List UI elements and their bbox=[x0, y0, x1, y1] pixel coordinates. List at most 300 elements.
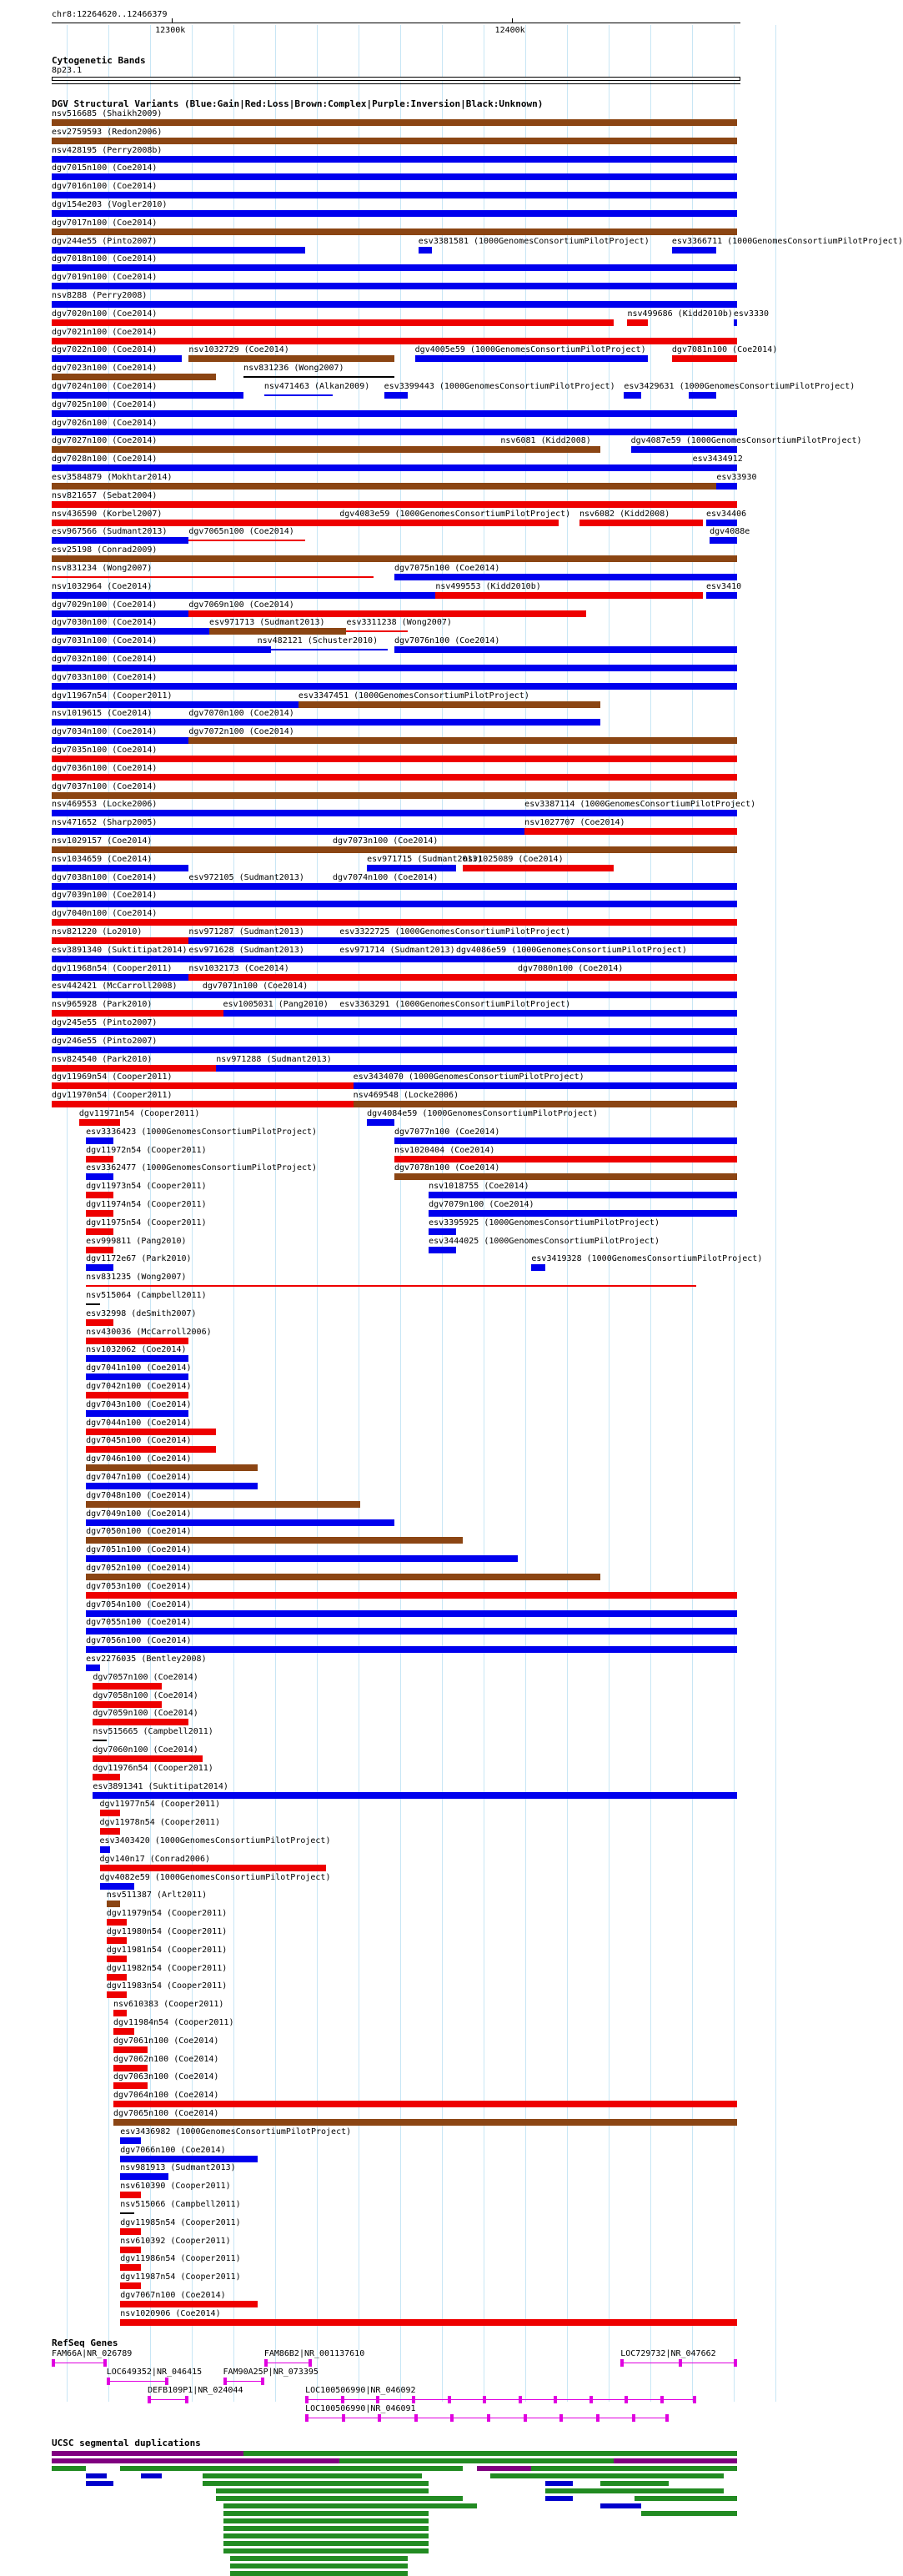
dgv-variant-label: nsv610392 (Cooper2011) bbox=[120, 2236, 231, 2246]
segdup-feature[interactable] bbox=[600, 2481, 669, 2486]
dgv-variant-label: esv3436982 (1000GenomesConsortiumPilotProject) bbox=[120, 2127, 352, 2137]
dgv-variant-bar[interactable] bbox=[86, 1392, 188, 1398]
dgv-variant-label: dgv4083e59 (1000GenomesConsortiumPilotProject) bbox=[339, 509, 571, 519]
dgv-variant-bar[interactable] bbox=[631, 446, 737, 453]
refseq-exon[interactable] bbox=[414, 2414, 418, 2422]
dgv-variant-bar[interactable] bbox=[463, 865, 614, 871]
dgv-variant-bar[interactable] bbox=[120, 2264, 141, 2271]
dgv-variant-bar[interactable] bbox=[120, 2192, 141, 2198]
dgv-variant-label: dgv7081n100 (Coe2014) bbox=[671, 345, 778, 355]
segdup-feature[interactable] bbox=[600, 2503, 641, 2508]
dgv-variant-bar[interactable] bbox=[579, 520, 703, 526]
refseq-exon[interactable] bbox=[309, 2359, 312, 2367]
refseq-exon[interactable] bbox=[261, 2378, 264, 2385]
dgv-variant-bar[interactable] bbox=[188, 937, 339, 944]
refseq-exon[interactable] bbox=[734, 2359, 737, 2367]
dgv-variant-bar[interactable] bbox=[672, 247, 716, 254]
dgv-variant-bar[interactable] bbox=[107, 1974, 128, 1981]
dgv-variant-bar[interactable] bbox=[93, 1719, 188, 1725]
dgv-variant-label: dgv11979n54 (Cooper2011) bbox=[106, 1909, 228, 1919]
refseq-exon[interactable] bbox=[519, 2396, 522, 2403]
dgv-variant-bar[interactable] bbox=[384, 392, 409, 399]
dgv-variant-bar[interactable] bbox=[243, 376, 394, 378]
dgv-variant-bar[interactable] bbox=[52, 156, 737, 163]
refseq-exon[interactable] bbox=[620, 2359, 624, 2367]
refseq-exon[interactable] bbox=[185, 2396, 188, 2403]
dgv-variant-bar[interactable] bbox=[52, 319, 614, 326]
dgv-variant-label: dgv7019n100 (Coe2014) bbox=[52, 273, 158, 283]
dgv-variant-bar[interactable] bbox=[52, 247, 305, 254]
dgv-variant-bar[interactable] bbox=[531, 1264, 544, 1271]
dgv-variant-bar[interactable] bbox=[52, 992, 203, 998]
refseq-exon[interactable] bbox=[305, 2414, 309, 2422]
dgv-variant-bar[interactable] bbox=[120, 2228, 141, 2235]
dgv-variant-bar[interactable] bbox=[500, 446, 599, 453]
dgv-variant-bar[interactable] bbox=[52, 828, 524, 835]
dgv-variant-bar[interactable] bbox=[188, 355, 394, 362]
dgv-variant-bar[interactable] bbox=[100, 1828, 121, 1835]
dgv-variant-label: dgv7031n100 (Coe2014) bbox=[52, 636, 158, 646]
dgv-variant-label: dgv7024n100 (Coe2014) bbox=[52, 382, 158, 391]
dgv-variant-bar[interactable] bbox=[52, 1047, 737, 1053]
dgv-variant-bar[interactable] bbox=[107, 1991, 128, 1998]
dgv-variant-bar[interactable] bbox=[86, 1303, 99, 1305]
dgv-variant-bar[interactable] bbox=[86, 1210, 113, 1217]
refseq-exon[interactable] bbox=[660, 2396, 664, 2403]
refseq-exon[interactable] bbox=[625, 2396, 628, 2403]
dgv-variant-bar[interactable] bbox=[52, 264, 737, 271]
dgv-variant-bar[interactable] bbox=[456, 956, 737, 962]
dgv-variant-bar[interactable] bbox=[79, 1119, 120, 1126]
refseq-exon[interactable] bbox=[342, 2414, 345, 2422]
dgv-variant-bar[interactable] bbox=[86, 1373, 188, 1380]
dgv-variant-bar[interactable] bbox=[52, 228, 737, 235]
dgv-variant-bar[interactable] bbox=[86, 1410, 188, 1417]
dgv-variant-bar[interactable] bbox=[86, 1537, 463, 1544]
dgv-variant-bar[interactable] bbox=[339, 520, 559, 526]
dgv-variant-bar[interactable] bbox=[86, 1137, 113, 1144]
dgv-variant-bar[interactable] bbox=[86, 1628, 737, 1634]
dgv-variant-bar[interactable] bbox=[209, 628, 346, 635]
dgv-variant-bar[interactable] bbox=[52, 410, 737, 417]
dgv-variant-bar[interactable] bbox=[264, 394, 333, 396]
segdup-feature[interactable] bbox=[120, 2466, 463, 2471]
dgv-variant-bar[interactable] bbox=[394, 1137, 737, 1144]
refseq-gene-label: FAM66A|NR_026789 bbox=[52, 2348, 133, 2358]
dgv-variant-label: dgv246e55 (Pinto2007) bbox=[52, 1036, 158, 1046]
dgv-variant-bar[interactable] bbox=[624, 392, 641, 399]
dgv-variant-bar[interactable] bbox=[734, 319, 737, 326]
segdup-feature[interactable] bbox=[223, 2503, 477, 2508]
dgv-variant-bar[interactable] bbox=[367, 1119, 394, 1126]
segdup-feature[interactable] bbox=[641, 2511, 737, 2516]
dgv-variant-bar[interactable] bbox=[52, 173, 737, 180]
dgv-variant-bar[interactable] bbox=[52, 192, 737, 198]
dgv-variant-bar[interactable] bbox=[86, 1228, 113, 1235]
dgv-variant-bar[interactable] bbox=[52, 937, 188, 944]
dgv-variant-bar[interactable] bbox=[52, 792, 737, 799]
dgv-variant-bar[interactable] bbox=[188, 956, 339, 962]
dgv-variant-bar[interactable] bbox=[52, 429, 737, 435]
dgv-variant-bar[interactable] bbox=[86, 1355, 188, 1362]
dgv-variant-bar[interactable] bbox=[93, 1701, 161, 1708]
dgv-variant-bar[interactable] bbox=[113, 2101, 737, 2107]
dgv-variant-bar[interactable] bbox=[86, 1247, 113, 1253]
segdup-feature[interactable] bbox=[203, 2473, 422, 2478]
dgv-variant-label: dgv7049n100 (Coe2014) bbox=[86, 1509, 192, 1519]
dgv-variant-bar[interactable] bbox=[52, 701, 298, 708]
dgv-variant-bar[interactable] bbox=[367, 865, 456, 871]
dgv-variant-bar[interactable] bbox=[52, 610, 188, 617]
dgv-variant-bar[interactable] bbox=[52, 628, 209, 635]
dgv-variant-bar[interactable] bbox=[86, 1338, 188, 1344]
dgv-variant-bar[interactable] bbox=[52, 138, 737, 144]
dgv-variant-bar[interactable] bbox=[86, 1464, 258, 1471]
dgv-variant-bar[interactable] bbox=[394, 646, 737, 653]
segdup-feature[interactable] bbox=[531, 2466, 737, 2471]
refseq-exon[interactable] bbox=[412, 2396, 415, 2403]
dgv-variant-label: dgv7066n100 (Coe2014) bbox=[120, 2145, 226, 2155]
refseq-exon[interactable] bbox=[524, 2414, 527, 2422]
dgv-variant-bar[interactable] bbox=[52, 956, 188, 962]
dgv-variant-bar[interactable] bbox=[120, 2282, 141, 2289]
refseq-exon[interactable] bbox=[483, 2396, 486, 2403]
dgv-variant-bar[interactable] bbox=[93, 1683, 161, 1690]
dgv-variant-bar[interactable] bbox=[52, 576, 374, 578]
dgv-variant-bar[interactable] bbox=[86, 1646, 737, 1653]
segdup-feature[interactable] bbox=[230, 2556, 409, 2561]
refseq-exon[interactable] bbox=[554, 2396, 557, 2403]
dgv-variant-bar[interactable] bbox=[86, 1665, 99, 1671]
dgv-variant-label: dgv4087e59 (1000GenomesConsortiumPilotProject) bbox=[630, 436, 862, 446]
dgv-variant-bar[interactable] bbox=[52, 592, 435, 599]
segdup-feature[interactable] bbox=[408, 2451, 737, 2456]
segdup-feature[interactable] bbox=[141, 2473, 162, 2478]
refseq-exon[interactable] bbox=[148, 2396, 151, 2403]
dgv-variant-bar[interactable] bbox=[86, 1319, 113, 1326]
dgv-variant-bar[interactable] bbox=[93, 1792, 737, 1799]
dgv-variant-bar[interactable] bbox=[86, 1156, 113, 1162]
dgv-variant-bar[interactable] bbox=[52, 1101, 354, 1107]
dgv-variant-bar[interactable] bbox=[86, 1519, 394, 1526]
refseq-exon[interactable] bbox=[693, 2396, 696, 2403]
dgv-variant-bar[interactable] bbox=[52, 1065, 216, 1072]
cytoband-label: 8p23.1 bbox=[52, 66, 83, 75]
dgv-variant-label: esv34406 bbox=[706, 509, 747, 519]
dgv-variant-bar[interactable] bbox=[710, 537, 737, 544]
refseq-exon[interactable] bbox=[665, 2414, 669, 2422]
refseq-exon[interactable] bbox=[223, 2378, 227, 2385]
dgv-variant-label: dgv7077n100 (Coe2014) bbox=[394, 1127, 500, 1137]
dgv-variant-bar[interactable] bbox=[113, 2082, 148, 2089]
dgv-variant-bar[interactable] bbox=[52, 719, 188, 726]
dgv-variant-bar[interactable] bbox=[354, 1082, 737, 1089]
segdup-feature[interactable] bbox=[490, 2473, 723, 2478]
dgv-variant-bar[interactable] bbox=[120, 2137, 141, 2144]
dgv-variant-bar[interactable] bbox=[120, 2156, 257, 2162]
dgv-variant-bar[interactable] bbox=[524, 828, 737, 835]
dgv-variant-bar[interactable] bbox=[120, 2301, 257, 2307]
segdup-feature[interactable] bbox=[223, 2548, 429, 2553]
dgv-variant-bar[interactable] bbox=[52, 810, 524, 816]
refseq-exon[interactable] bbox=[165, 2378, 168, 2385]
dgv-variant-bar[interactable] bbox=[86, 1446, 216, 1453]
dgv-variant-bar[interactable] bbox=[113, 2119, 737, 2126]
dgv-variant-bar[interactable] bbox=[120, 2247, 141, 2253]
dgv-variant-bar[interactable] bbox=[52, 756, 737, 762]
dgv-variant-bar[interactable] bbox=[188, 610, 586, 617]
dgv-variant-bar[interactable] bbox=[52, 737, 188, 744]
dgv-variant-bar[interactable] bbox=[86, 1555, 518, 1562]
segdup-feature[interactable] bbox=[216, 2496, 463, 2501]
dgv-variant-bar[interactable] bbox=[100, 1883, 134, 1890]
refseq-exon[interactable] bbox=[341, 2396, 344, 2403]
dgv-variant-label: esv3322725 (1000GenomesConsortiumPilotProject) bbox=[339, 927, 571, 936]
dgv-variant-bar[interactable] bbox=[52, 665, 737, 671]
dgv-variant-label: dgv7042n100 (Coe2014) bbox=[86, 1382, 192, 1391]
segdup-feature[interactable] bbox=[52, 2466, 86, 2471]
dgv-variant-bar[interactable] bbox=[52, 919, 737, 926]
dgv-variant-bar[interactable] bbox=[346, 630, 408, 632]
dgv-variant-bar[interactable] bbox=[52, 865, 188, 871]
dgv-variant-label: dgv7065n100 (Coe2014) bbox=[113, 2109, 219, 2118]
dgv-variant-label: dgv7069n100 (Coe2014) bbox=[188, 600, 294, 610]
dgv-variant-bar[interactable] bbox=[100, 1810, 121, 1816]
dgv-variant-label: dgv7029n100 (Coe2014) bbox=[52, 600, 158, 610]
dgv-variant-bar[interactable] bbox=[52, 1010, 223, 1017]
dgv-variant-bar[interactable] bbox=[394, 1173, 737, 1180]
dgv-variant-bar[interactable] bbox=[435, 592, 703, 599]
dgv-variant-bar[interactable] bbox=[93, 1755, 203, 1762]
dgv-variant-bar[interactable] bbox=[100, 1846, 110, 1853]
dgv-variant-label: esv33930 bbox=[716, 473, 757, 482]
refseq-exon[interactable] bbox=[52, 2359, 55, 2367]
refseq-gene-line[interactable] bbox=[223, 2381, 264, 2382]
segdup-feature[interactable] bbox=[223, 2518, 429, 2523]
dgv-variant-bar[interactable] bbox=[298, 701, 600, 708]
segdup-feature[interactable] bbox=[243, 2451, 408, 2456]
dgv-variant-bar[interactable] bbox=[100, 1865, 326, 1871]
dgv-variant-bar[interactable] bbox=[706, 520, 737, 526]
segdup-feature[interactable] bbox=[614, 2458, 737, 2463]
dgv-variant-bar[interactable] bbox=[86, 1592, 737, 1599]
dgv-variant-bar[interactable] bbox=[716, 483, 737, 490]
segdup-feature[interactable] bbox=[223, 2541, 429, 2546]
dgv-variant-bar[interactable] bbox=[52, 520, 339, 526]
dgv-variant-bar[interactable] bbox=[86, 1501, 360, 1508]
dgv-variant-bar[interactable] bbox=[693, 464, 737, 471]
segdup-feature[interactable] bbox=[230, 2563, 409, 2568]
refseq-exon[interactable] bbox=[376, 2396, 379, 2403]
dgv-variant-label: dgv7075n100 (Coe2014) bbox=[394, 564, 500, 573]
dgv-variant-bar[interactable] bbox=[52, 901, 737, 907]
segdup-feature[interactable] bbox=[52, 2458, 120, 2463]
dgv-variant-label: dgv11968n54 (Cooper2011) bbox=[52, 963, 173, 973]
dgv-variant-label: nsv831234 (Wong2007) bbox=[52, 564, 153, 573]
dgv-variant-bar[interactable] bbox=[52, 683, 737, 690]
dgv-variant-bar[interactable] bbox=[52, 1082, 354, 1089]
dgv-variant-bar[interactable] bbox=[107, 1919, 128, 1926]
dgv-variant-bar[interactable] bbox=[113, 2065, 148, 2071]
refseq-exon[interactable] bbox=[632, 2414, 635, 2422]
segdup-feature[interactable] bbox=[230, 2571, 409, 2576]
dgv-variant-bar[interactable] bbox=[107, 1956, 128, 1962]
dgv-variant-bar[interactable] bbox=[339, 1010, 737, 1017]
segdup-feature[interactable] bbox=[223, 2511, 429, 2516]
refseq-exon[interactable] bbox=[450, 2414, 454, 2422]
dgv-variant-label: dgv4086e59 (1000GenomesConsortiumPilotProject) bbox=[455, 945, 687, 955]
segdup-feature[interactable] bbox=[86, 2481, 113, 2486]
dgv-variant-bar[interactable] bbox=[120, 2173, 168, 2180]
segdup-feature[interactable] bbox=[216, 2488, 429, 2493]
dgv-variant-bar[interactable] bbox=[120, 2319, 737, 2326]
dgv-variant-bar[interactable] bbox=[188, 974, 518, 981]
dgv-variant-label: dgv4088e bbox=[710, 527, 750, 537]
dgv-variant-label: nsv1025089 (Coe2014) bbox=[463, 854, 564, 864]
refseq-exon[interactable] bbox=[559, 2414, 563, 2422]
dgv-variant-bar[interactable] bbox=[52, 974, 188, 981]
dgv-variant-bar[interactable] bbox=[52, 537, 188, 544]
dgv-variant-bar[interactable] bbox=[120, 2212, 133, 2214]
dgv-variant-bar[interactable] bbox=[52, 338, 737, 344]
dgv-variant-label: esv3336423 (1000GenomesConsortiumPilotProject) bbox=[86, 1127, 318, 1137]
dgv-variant-bar[interactable] bbox=[216, 1065, 737, 1072]
dgv-variant-bar[interactable] bbox=[93, 1740, 106, 1741]
dgv-variant-bar[interactable] bbox=[689, 392, 716, 399]
dgv-variant-bar[interactable] bbox=[394, 574, 737, 580]
segdup-feature[interactable] bbox=[545, 2481, 573, 2486]
refseq-exon[interactable] bbox=[378, 2414, 381, 2422]
dgv-variant-bar[interactable] bbox=[339, 956, 456, 962]
refseq-exon[interactable] bbox=[107, 2378, 110, 2385]
refseq-exon[interactable] bbox=[589, 2396, 593, 2403]
segdup-feature[interactable] bbox=[120, 2458, 339, 2463]
dgv-variant-bar[interactable] bbox=[188, 883, 333, 890]
dgv-variant-bar[interactable] bbox=[86, 1483, 258, 1489]
dgv-variant-bar[interactable] bbox=[86, 1429, 216, 1435]
segdup-feature[interactable] bbox=[223, 2533, 429, 2538]
dgv-variant-bar[interactable] bbox=[518, 974, 737, 981]
refseq-exon[interactable] bbox=[596, 2414, 599, 2422]
dgv-variant-label: dgv11986n54 (Cooper2011) bbox=[120, 2254, 241, 2264]
dgv-variant-bar[interactable] bbox=[86, 1264, 113, 1271]
dgv-variant-bar[interactable] bbox=[429, 1210, 737, 1217]
dgv-variant-bar[interactable] bbox=[86, 1285, 696, 1287]
segdup-feature[interactable] bbox=[203, 2481, 429, 2486]
dgv-variant-bar[interactable] bbox=[52, 646, 271, 653]
dgv-variant-bar[interactable] bbox=[52, 883, 188, 890]
segdup-feature[interactable] bbox=[339, 2458, 614, 2463]
dgv-variant-bar[interactable] bbox=[86, 1192, 113, 1198]
dgv-variant-bar[interactable] bbox=[429, 1192, 737, 1198]
dgv-variant-bar[interactable] bbox=[672, 355, 737, 362]
dgv-variant-bar[interactable] bbox=[188, 737, 737, 744]
dgv-variant-bar[interactable] bbox=[188, 719, 599, 726]
dgv-variant-bar[interactable] bbox=[52, 1028, 737, 1035]
segdup-feature[interactable] bbox=[86, 2473, 107, 2478]
dgv-variant-bar[interactable] bbox=[52, 446, 504, 453]
dgv-variant-label: esv3891340 (Suktitipat2014) bbox=[52, 945, 188, 955]
dgv-variant-bar[interactable] bbox=[52, 374, 216, 380]
dgv-variant-bar[interactable] bbox=[52, 210, 737, 217]
dgv-variant-bar[interactable] bbox=[419, 247, 432, 254]
segdup-feature[interactable] bbox=[223, 2526, 429, 2531]
dgv-variant-bar[interactable] bbox=[52, 501, 737, 508]
refseq-exon[interactable] bbox=[103, 2359, 107, 2367]
refseq-exon[interactable] bbox=[305, 2396, 309, 2403]
dgv-variant-bar[interactable] bbox=[52, 555, 737, 562]
dgv-variant-bar[interactable] bbox=[333, 846, 737, 853]
dgv-variant-bar[interactable] bbox=[52, 355, 182, 362]
dgv-variant-bar[interactable] bbox=[52, 483, 716, 490]
segdup-feature[interactable] bbox=[545, 2496, 573, 2501]
ruler-tick-label: 12300k bbox=[155, 26, 186, 35]
dgv-variant-bar[interactable] bbox=[52, 846, 333, 853]
refseq-exon[interactable] bbox=[264, 2359, 268, 2367]
dgv-variant-bar[interactable] bbox=[52, 464, 693, 471]
segdup-track-title: UCSC segmental duplications bbox=[52, 2437, 201, 2448]
dgv-variant-bar[interactable] bbox=[52, 119, 737, 126]
refseq-gene-line[interactable] bbox=[305, 2399, 696, 2400]
dgv-variant-bar[interactable] bbox=[52, 301, 737, 308]
cytoband-ideogram[interactable] bbox=[52, 77, 740, 81]
dgv-variant-bar[interactable] bbox=[188, 540, 305, 541]
segdup-feature[interactable] bbox=[635, 2496, 737, 2501]
refseq-gene-line[interactable] bbox=[148, 2399, 188, 2400]
dgv-variant-bar[interactable] bbox=[86, 1173, 113, 1180]
dgv-variant-bar[interactable] bbox=[354, 1101, 737, 1107]
refseq-exon[interactable] bbox=[448, 2396, 451, 2403]
dgv-variant-label: dgv7057n100 (Coe2014) bbox=[93, 1672, 198, 1682]
dgv-variant-bar[interactable] bbox=[429, 1228, 456, 1235]
dgv-variant-bar[interactable] bbox=[223, 1010, 340, 1017]
dgv-variant-bar[interactable] bbox=[52, 283, 737, 289]
dgv-variant-bar[interactable] bbox=[706, 592, 737, 599]
segdup-feature[interactable] bbox=[477, 2466, 532, 2471]
dgv-variant-bar[interactable] bbox=[107, 1937, 128, 1944]
dgv-variant-bar[interactable] bbox=[394, 1156, 737, 1162]
dgv-variant-label: dgv7064n100 (Coe2014) bbox=[113, 2091, 219, 2101]
dgv-variant-bar[interactable] bbox=[113, 2010, 127, 2016]
dgv-variant-bar[interactable] bbox=[258, 649, 388, 650]
segdup-feature[interactable] bbox=[545, 2488, 724, 2493]
dgv-variant-bar[interactable] bbox=[93, 1774, 120, 1780]
dgv-variant-label: esv3330 bbox=[733, 309, 770, 319]
dgv-variant-label: dgv244e55 (Pinto2007) bbox=[52, 236, 158, 246]
dgv-variant-bar[interactable] bbox=[86, 1610, 737, 1617]
dgv-variant-bar[interactable] bbox=[52, 392, 243, 399]
refseq-gene-line[interactable] bbox=[107, 2381, 168, 2382]
dgv-variant-label: esv3429631 (1000GenomesConsortiumPilotProject) bbox=[624, 382, 855, 391]
dgv-variant-bar[interactable] bbox=[107, 1901, 120, 1907]
dgv-variant-bar[interactable] bbox=[333, 883, 737, 890]
dgv-variant-label: esv3419328 (1000GenomesConsortiumPilotProject) bbox=[531, 1254, 763, 1264]
dgv-variant-label: nsv471463 (Alkan2009) bbox=[263, 382, 370, 391]
dgv-variant-bar[interactable] bbox=[203, 992, 737, 998]
refseq-exon[interactable] bbox=[487, 2414, 490, 2422]
dgv-variant-bar[interactable] bbox=[339, 937, 737, 944]
dgv-variant-bar[interactable] bbox=[86, 1574, 600, 1580]
dgv-variant-bar[interactable] bbox=[429, 1247, 456, 1253]
segdup-feature[interactable] bbox=[52, 2451, 243, 2456]
dgv-variant-bar[interactable] bbox=[627, 319, 648, 326]
dgv-variant-bar[interactable] bbox=[415, 355, 648, 362]
dgv-variant-bar[interactable] bbox=[113, 2046, 148, 2053]
dgv-variant-bar[interactable] bbox=[52, 774, 737, 781]
refseq-exon[interactable] bbox=[679, 2359, 682, 2367]
dgv-variant-bar[interactable] bbox=[524, 810, 737, 816]
dgv-variant-bar[interactable] bbox=[113, 2028, 134, 2035]
